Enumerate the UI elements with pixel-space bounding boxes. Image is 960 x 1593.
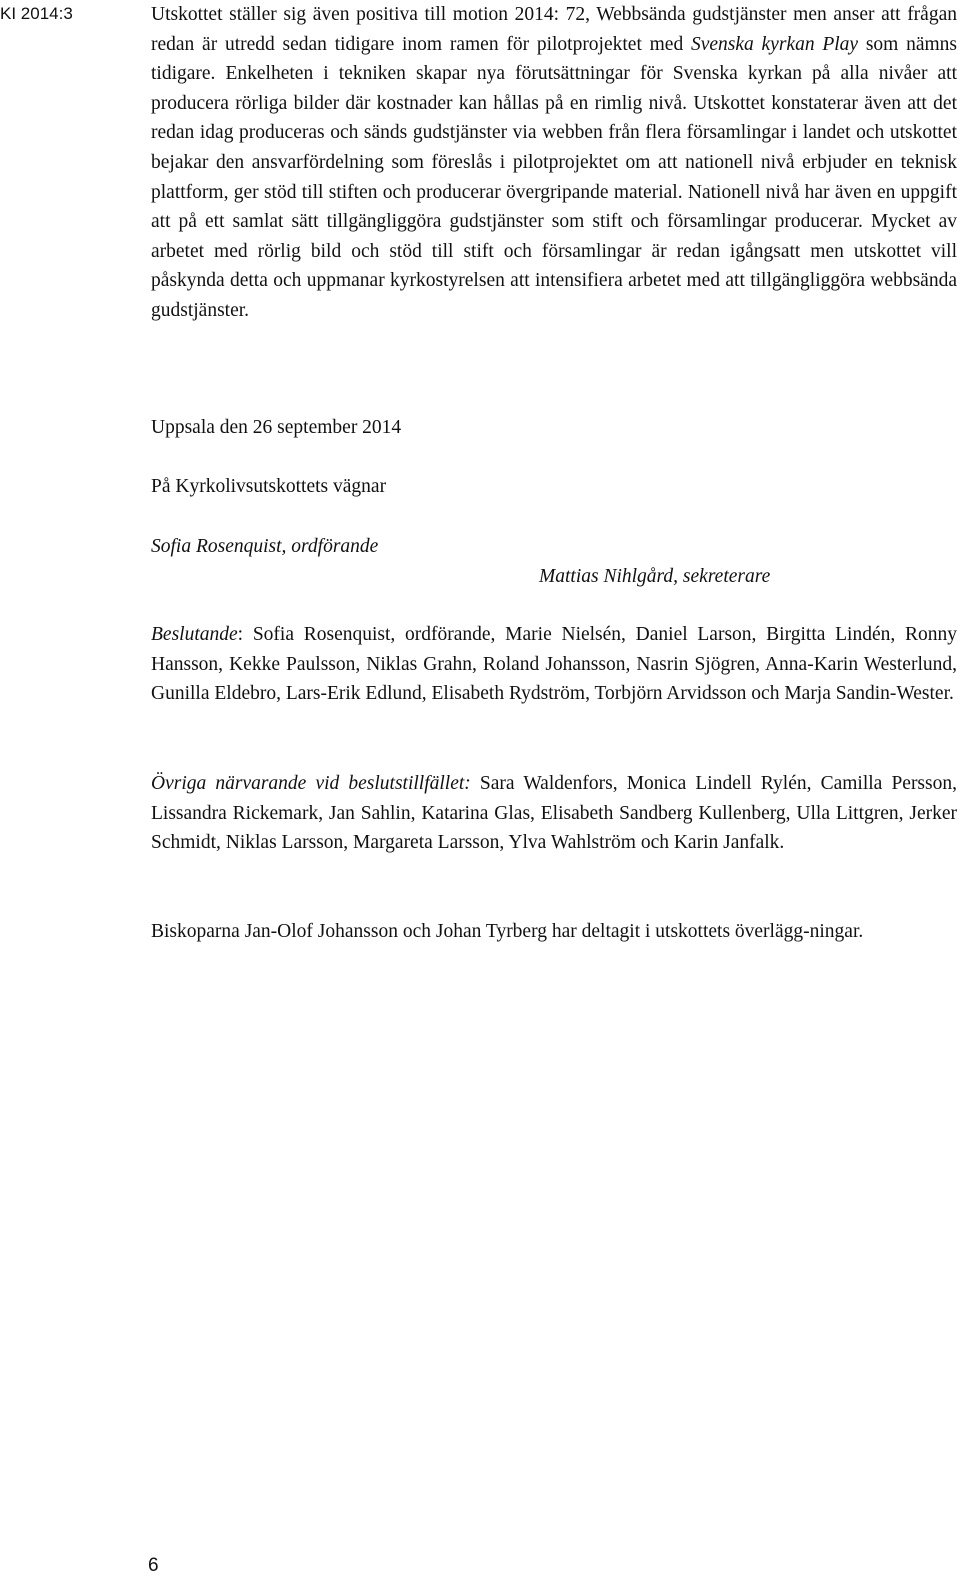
signature-secretary: Mattias Nihlgård, sekreterare	[539, 566, 771, 587]
italic-project-name: Svenska kyrkan Play	[690, 33, 859, 55]
paragraph-decision-makers	[151, 620, 957, 709]
paragraph-text-end: som nämns tidigare. Enkelheten i tekniken skapar nya förutsättningar för Svenska kyrkan på alla nivåer att producera rörliga bilder där kostnader kan hållas på en rimlig nivå. Utskottet konstaterar även att det redan idag produceras och sänds gudstjänster via webben från flera församlingar i landet och utskottet bejakar den ansvarfördelning som föreslås i pilotprojektet om att nationell nivå erbjuder en teknisk plattform, ger stöd till stiften och producerar övergripande material. Nationell nivå har även en uppgift att på ett samlat sätt tillgängliggöra gudstjänster som stift och församlingar producerar. Mycket av arbetet med rörlig bild och stöd till stift och församlingar är redan igångsatt men utskottet vill påskynda detta och uppmanar kyrkostyrelsen att intensifiera arbetet med att tillgängliggöra webbsända gudstjänster.	[151, 33, 958, 321]
decision-makers-list: : Sofia Rosenquist, ordförande, Marie Nielsén, Daniel Larson, Birgitta Lindén, Ronny Hansson, Kekke Paulsson, Niklas Grahn, Roland Johansson, Nasrin Sjögren, Anna-Karin Westerlund, Gunilla Eldebro, Lars-Erik Edlund, Elisabeth Rydström, Torbjörn Arvidsson och Marja Sandin-Wester.	[151, 624, 957, 705]
paragraph-others-present	[151, 769, 957, 858]
page-number: 6	[148, 1555, 159, 1576]
date-line: Uppsala den 26 september 2014	[151, 417, 402, 438]
signature-chair: Sofia Rosenquist, ordförande	[151, 536, 379, 557]
on-behalf-line: På Kyrkolivsutskottets vägnar	[151, 476, 387, 497]
others-present-list: Sara Waldenfors, Monica Lindell Rylén, Camilla Persson, Lissandra Rickemark, Jan Sahlin, Katarina Glas, Elisabeth Sandberg Kullenberg, Ulla Littgren, Jerker Schmidt, Niklas Larsson, Margareta Larsson, Ylva Wahlström och Karin Janfalk.	[151, 773, 957, 854]
paragraph-committee-opinion	[151, 0, 957, 326]
paragraph-bishops: Biskoparna Jan-Olof Johansson och Johan Tyrberg har deltagit i utskottets överlägg-ningar.	[151, 921, 864, 942]
paragraph-text-start: Utskottet ställer sig även positiva till motion 2014: 72, Webbsända gudstjänster men anser att frågan redan är utredd sedan tidigare inom ramen för pilotprojektet med	[151, 4, 957, 55]
decision-makers-label: Beslutande	[151, 624, 238, 645]
document-id: KI 2014:3	[0, 4, 73, 23]
others-present-label: Övriga närvarande vid beslutstillfället:	[151, 773, 471, 794]
